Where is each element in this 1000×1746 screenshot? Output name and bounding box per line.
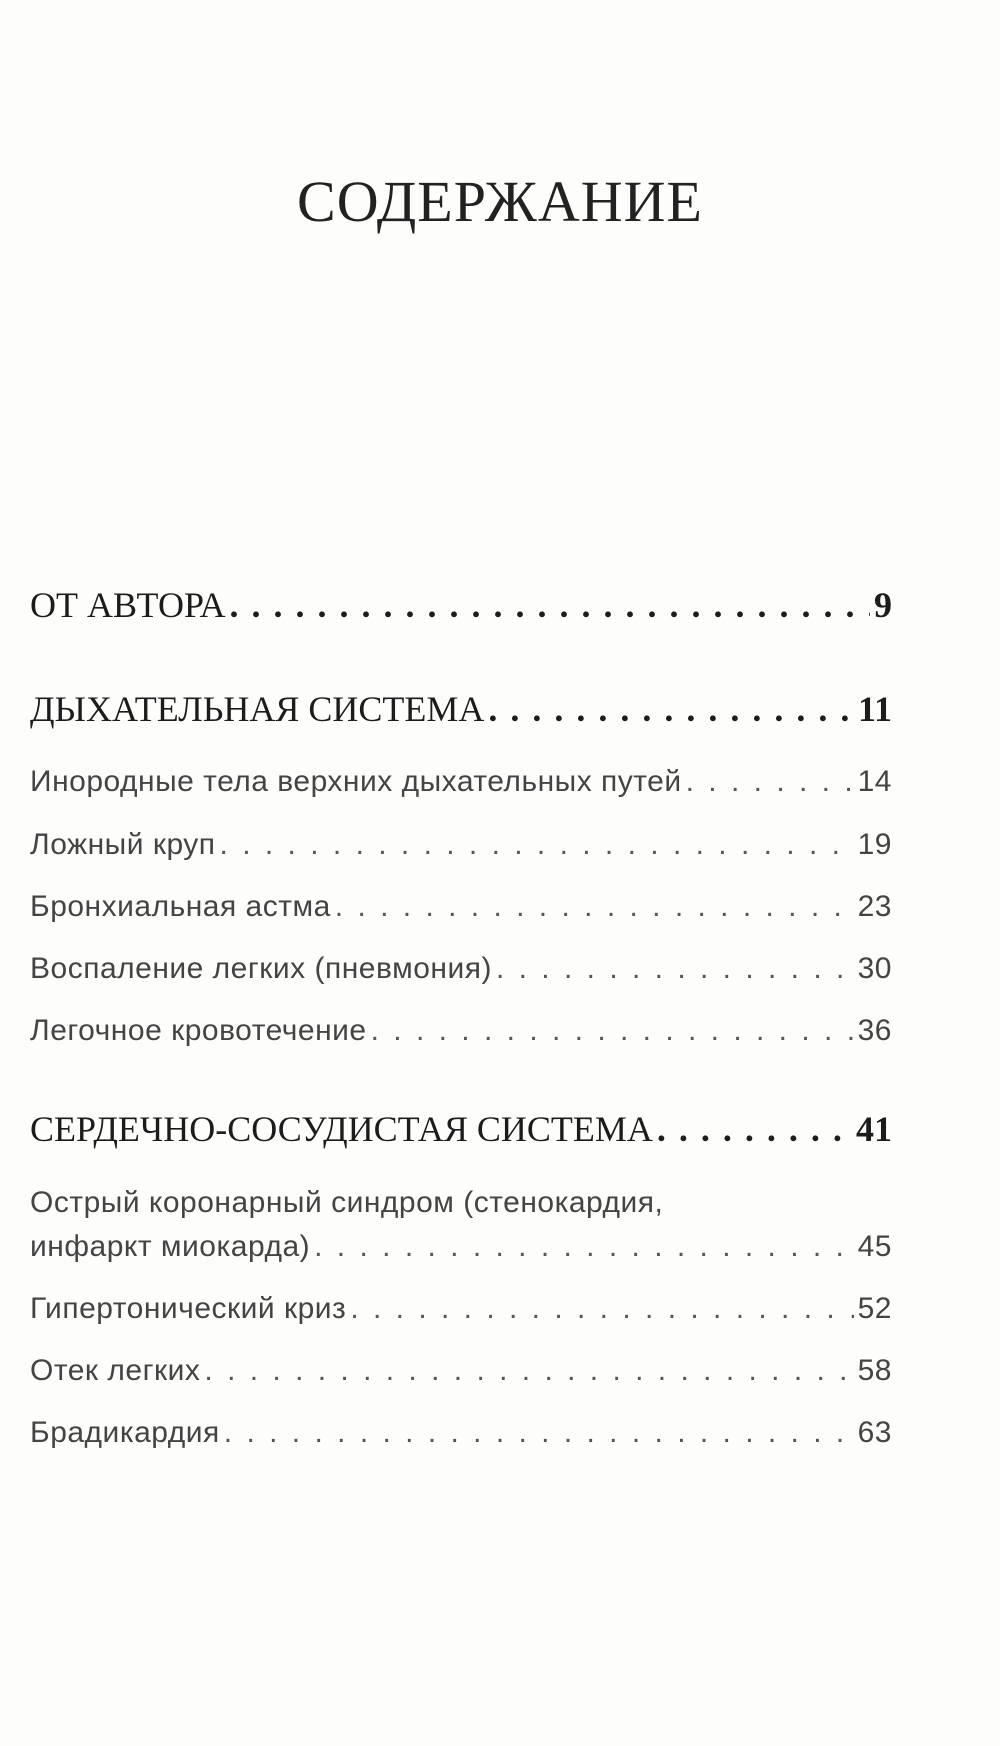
toc-entry[interactable]	[30, 1354, 892, 1388]
toc-section-respiratory[interactable]	[30, 688, 892, 730]
toc-section-author[interactable]	[30, 584, 892, 626]
dot-leader	[350, 1292, 853, 1326]
toc-entry[interactable]	[30, 1014, 892, 1048]
toc-entry-label-line2: инфаркт миокарда)	[30, 1230, 311, 1263]
toc-page-number: 23	[857, 890, 892, 923]
toc-section-cardio[interactable]	[30, 1108, 892, 1150]
toc-entry-label: Ложный круп	[30, 828, 216, 861]
toc-entry[interactable]	[30, 890, 892, 924]
dot-leader	[229, 584, 870, 626]
toc-entry-label: Брадикардия	[30, 1416, 220, 1449]
toc-entry[interactable]	[30, 952, 892, 986]
toc-page-number: 14	[857, 765, 892, 798]
toc-page-number: 58	[857, 1354, 892, 1387]
dot-leader	[488, 688, 854, 730]
dot-leader	[224, 1416, 854, 1450]
dot-leader	[371, 1014, 854, 1048]
toc-section-label: СЕРДЕЧНО-СОСУДИСТАЯ СИСТЕМА	[30, 1109, 653, 1149]
toc-entry[interactable]	[30, 1416, 892, 1450]
toc-entry[interactable]	[30, 1230, 892, 1264]
toc-page-number: 11	[857, 689, 892, 729]
toc-page-number: 45	[857, 1230, 892, 1263]
toc-page-number: 52	[857, 1292, 892, 1325]
toc-entry[interactable]	[30, 765, 892, 799]
dot-leader	[657, 1108, 852, 1150]
dot-leader	[496, 952, 854, 986]
toc-page-number: 41	[856, 1109, 892, 1149]
toc-entry-label: Бронхиальная астма	[30, 890, 331, 923]
toc-entry[interactable]	[30, 1292, 892, 1326]
toc-page-number: 30	[857, 952, 892, 985]
page-title: СОДЕРЖАНИЕ	[297, 169, 703, 234]
toc-page-number: 36	[857, 1014, 892, 1047]
toc-section-label: ОТ АВТОРА	[30, 585, 226, 625]
toc-page-number: 9	[874, 585, 892, 625]
toc-page-number: 19	[857, 828, 892, 861]
dot-leader	[204, 1354, 853, 1388]
toc-entry-label-line1[interactable]: Острый коронарный синдром (стенокардия,	[30, 1186, 664, 1219]
dot-leader	[335, 890, 854, 924]
toc-entry-label: Инородные тела верхних дыхательных путей	[30, 765, 682, 798]
dot-leader	[220, 828, 854, 862]
toc-entry-label: Гипертонический криз	[30, 1292, 347, 1325]
dot-leader	[314, 1230, 853, 1264]
toc-entry-label: Воспаление легких (пневмония)	[30, 952, 492, 985]
toc-entry-label: Легочное кровотечение	[30, 1014, 367, 1047]
toc-section-label: ДЫХАТЕЛЬНАЯ СИСТЕМА	[30, 689, 485, 729]
toc-page-number: 63	[857, 1416, 892, 1449]
toc-entry-label: Отек легких	[30, 1354, 201, 1387]
dot-leader	[686, 765, 854, 799]
toc-entry[interactable]	[30, 828, 892, 862]
